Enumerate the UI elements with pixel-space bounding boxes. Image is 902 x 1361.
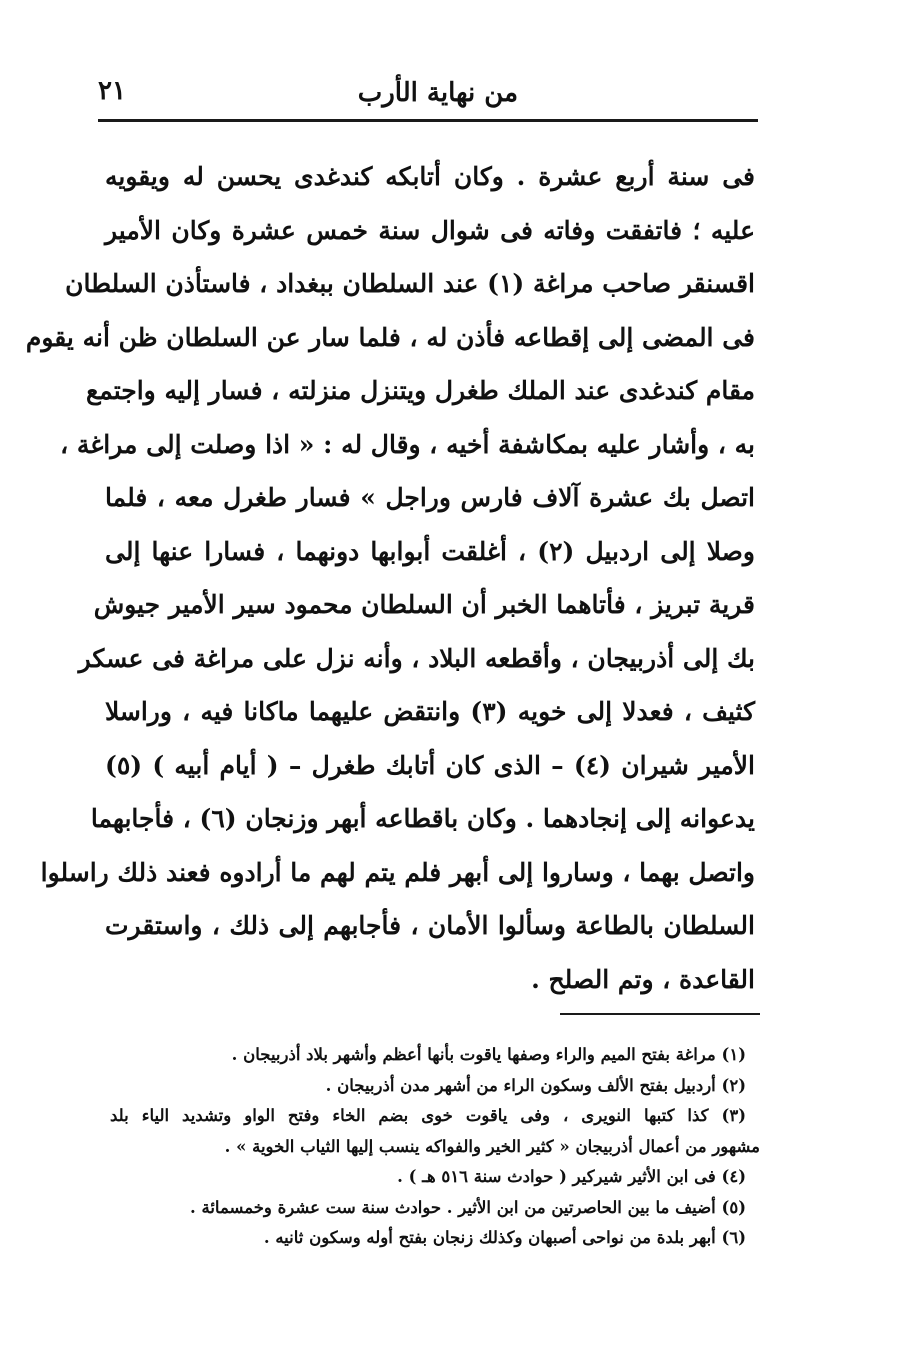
body-line: فى المضى إلى إقطاعه فأذن له ، فلما سار عن السلطان ظن أنه يقوم — [25, 322, 755, 352]
body-line: وصلا إلى اردبيل (٢) ، أغلقت أبوابها دونهما ، فسارا عنها إلى — [105, 536, 755, 566]
footnote-separator — [560, 1013, 760, 1015]
footnote-1: (١) مراغة بفتح الميم والراء وصفها ياقوت بأنها أعظم وأشهر بلاد أذربيجان . — [231, 1045, 746, 1064]
body-line: اقسنقر صاحب مراغة (١) عند السلطان ببغداد ، فاستأذن السلطان — [65, 269, 755, 298]
body-line: بك إلى أذربيجان ، وأقطعه البلاد ، وأنه نزل على مراغة فى عسكر — [78, 643, 755, 673]
footnote-4: (٤) فى ابن الأثير شيركير ( حوادث سنة ٥١٦ هـ ) . — [397, 1167, 746, 1186]
header-rule — [98, 119, 758, 122]
running-title: من نهاية الأرب — [357, 78, 518, 108]
footnote-6: (٦) أبهر بلدة من نواحى أصبهان وكذلك زنجان بفتح أوله وسكون ثانيه . — [263, 1228, 746, 1247]
body-line: به ، وأشار عليه بمكاشفة أخيه ، وقال له : « اذا وصلت إلى مراغة ، — [60, 429, 755, 459]
body-line: السلطان بالطاعة وسألوا الأمان ، فأجابهم إلى ذلك ، واستقرت — [105, 911, 755, 940]
footnote-3: (٣) كذا كتبها النويرى ، وفى ياقوت خوى بضم الخاء وفتح الواو وتشديد الياء بلد — [110, 1106, 746, 1125]
body-line: قرية تبريز ، فأتاهما الخبر أن السلطان محمود سير الأمير جيوش — [93, 590, 755, 619]
body-text — [25, 150, 755, 1006]
body-line: فى سنة أربع عشرة . وكان أتابكه كندغدى يحسن له ويقويه — [105, 162, 755, 191]
body-line: كثيف ، فعدلا إلى خويه (٣) وانتقض عليهما ماكانا فيه ، وراسلا — [105, 697, 755, 726]
body-line: الأمير شيران (٤) – الذى كان أتابك طغرل – ( أيام أبيه ) (٥) — [105, 750, 755, 780]
body-line: واتصل بهما ، وساروا إلى أبهر فلم يتم لهم ما أرادوه فعند ذلك راسلوا — [40, 857, 755, 887]
body-line: عليه ؛ فاتفقت وفاته فى شوال سنة خمس عشرة وكان الأمير — [105, 215, 755, 245]
page-header — [98, 72, 758, 118]
body-line: مقام كندغدى عند الملك طغرل ويتنزل منزلته ، فسار إليه واجتمع — [85, 376, 755, 405]
body-line: يدعوانه إلى إنجادهما . وكان باقطاعه أبهر وزنجان (٦) ، فأجابهما — [90, 804, 755, 833]
body-line: اتصل بك عشرة آلاف فارس وراجل » فسار طغرل معه ، فلما — [105, 483, 755, 512]
page-number: ٢١ — [98, 76, 126, 106]
footnote-3-continued: مشهور من أعمال أذربيجان « كثير الخير والفواكه ينسب إليها الثياب الخوية » . — [224, 1136, 760, 1156]
body-line: القاعدة ، وتم الصلح . — [531, 964, 755, 994]
footnote-2: (٢) أردبيل بفتح الألف وسكون الراء من أشهر مدن أذربيجان . — [325, 1075, 746, 1095]
footnote-5: (٥) أضيف ما بين الحاصرتين من ابن الأثير . حوادث سنة ست عشرة وخمسمائة . — [189, 1197, 746, 1217]
footnotes — [110, 1040, 760, 1254]
